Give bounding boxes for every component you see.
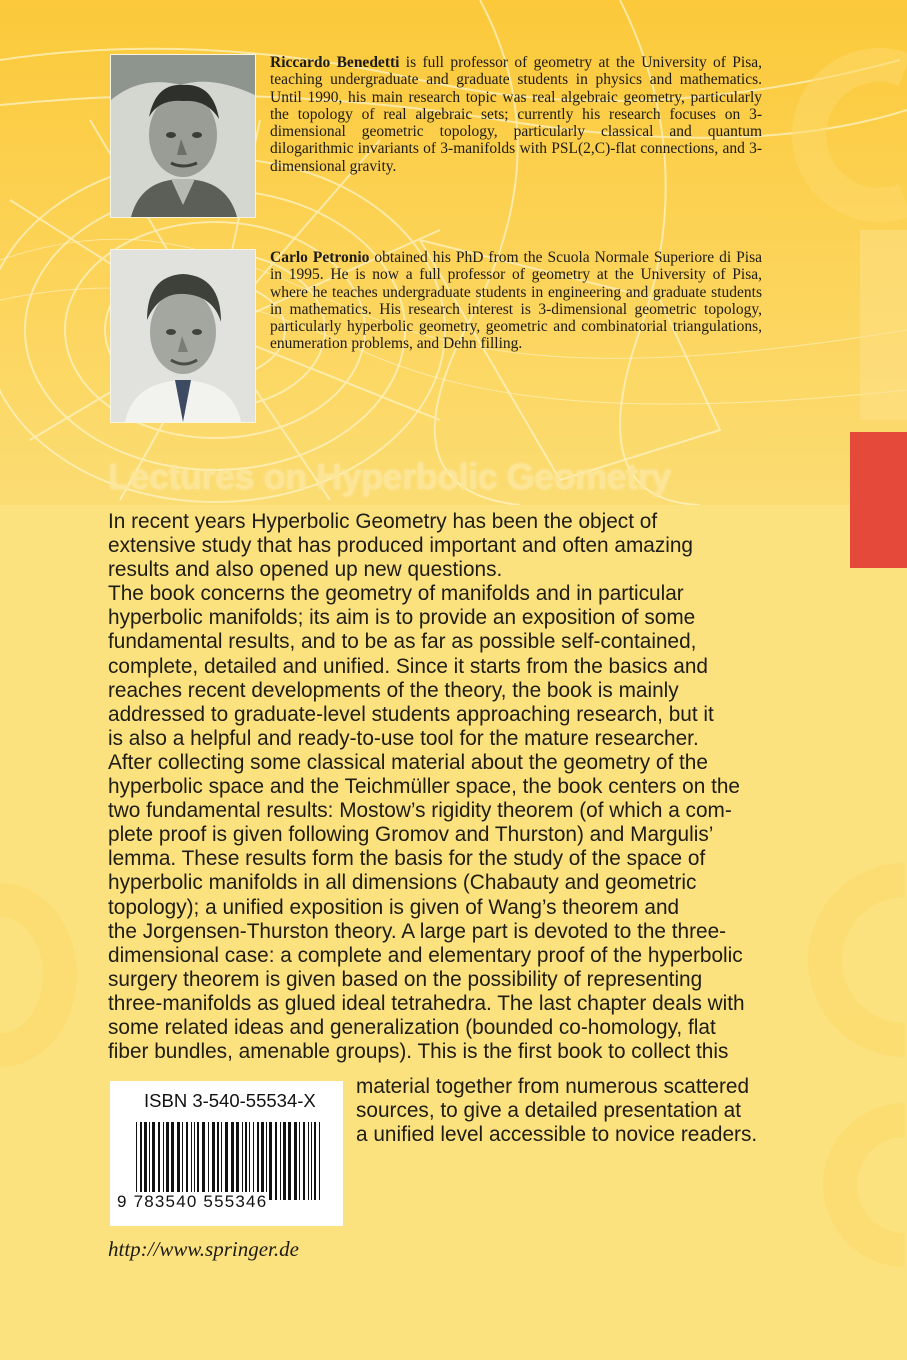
petronio-name: Carlo Petronio xyxy=(270,249,370,266)
petronio-bio xyxy=(270,249,762,353)
description-line: hyperbolic space and the Teichmüller space, the book centers on the xyxy=(108,775,740,799)
barcode-bar xyxy=(266,1122,267,1200)
benedetti-bio xyxy=(270,54,762,175)
barcode-bar xyxy=(280,1122,281,1200)
barcode-digits-row xyxy=(116,1192,336,1212)
book-title: Lectures on Hyperbolic Geometry xyxy=(108,456,671,497)
barcode-bar xyxy=(177,1122,180,1200)
barcode-bar xyxy=(197,1122,199,1200)
description-line: The book concerns the geometry of manifolds and in particular xyxy=(108,582,684,606)
benedetti-photo xyxy=(110,54,256,218)
description-line: two fundamental results: Mostow’s rigidity theorem (of which a com- xyxy=(108,799,732,823)
barcode-bar xyxy=(253,1122,254,1200)
barcode-bar xyxy=(319,1122,320,1200)
barcode-bar xyxy=(158,1122,160,1200)
petronio-photo xyxy=(110,249,256,423)
barcode-bar xyxy=(294,1122,297,1200)
barcode-bar xyxy=(249,1122,250,1200)
barcode-bar xyxy=(166,1122,169,1200)
description-line: is also a helpful and ready-to-use tool for the mature researcher. xyxy=(108,726,699,750)
barcode-digits: 9 783540 555346 xyxy=(117,1192,268,1211)
barcode-bar xyxy=(171,1122,174,1200)
barcode-bar xyxy=(303,1122,305,1200)
description-line: a unified level accessible to novice readers. xyxy=(356,1123,758,1147)
barcode-bar xyxy=(136,1122,137,1200)
barcode-bar xyxy=(140,1122,142,1200)
barcode-bar xyxy=(311,1122,312,1200)
book-description xyxy=(108,510,756,1064)
author-portrait-benedetti-icon xyxy=(111,55,255,217)
barcode-bar xyxy=(144,1122,147,1200)
barcode-bar xyxy=(149,1122,150,1200)
barcode-bar xyxy=(217,1122,219,1200)
description-line: extensive study that has produced important and often amazing xyxy=(108,534,693,558)
barcode-bar xyxy=(314,1122,316,1200)
description-line: reaches recent developments of the theory, the book is mainly xyxy=(108,678,679,702)
isbn-barcode xyxy=(110,1081,343,1226)
description-line: plete proof is given following Gromov and Thurston) and Margulis’ xyxy=(108,823,714,847)
description-line: addressed to graduate-level students approaching research, but it xyxy=(108,702,714,726)
barcode-bar xyxy=(225,1122,228,1200)
barcode-bar xyxy=(221,1122,222,1200)
description-line: hyperbolic manifolds in all dimensions (Chabauty and geometric xyxy=(108,871,697,895)
barcode-bar xyxy=(152,1122,155,1200)
description-line: fundamental results, and to be as far as possible self-contained, xyxy=(108,630,697,654)
barcode-bar xyxy=(288,1122,291,1200)
isbn-label: ISBN 3-540-55534-X xyxy=(144,1090,316,1111)
book-description-tail xyxy=(356,1075,766,1147)
barcode-bar xyxy=(275,1122,277,1200)
description-line: the Jorgensen-Thurston theory. A large part is devoted to the three- xyxy=(108,919,727,943)
description-line: dimensional case: a complete and elementary proof of the hyperbolic xyxy=(108,943,743,967)
barcode-bar xyxy=(308,1122,309,1200)
benedetti-name: Riccardo Benedetti xyxy=(270,54,400,71)
description-line: In recent years Hyperbolic Geometry has been the object of xyxy=(108,510,658,533)
description-line: material together from numerous scattered xyxy=(356,1075,750,1098)
barcode-bar xyxy=(236,1122,239,1200)
petronio-bio-text: obtained his PhD from the Scuola Normale Superiore di Pisa in 1995. He is now a full professor of geometry at the University of Pisa, where he teaches undergraduate students in engineering and graduate students in mathematics. His research interest is 3-dimensional geometric topology, particularly hyperbolic geometry, geometric and combinatorial triangulations, enumeration problems, and Dehn filling. xyxy=(270,249,762,353)
barcode-bar xyxy=(186,1122,188,1200)
description-line: fiber bundles, amenable groups). This is the first book to collect this xyxy=(108,1040,729,1064)
description-line: hyperbolic manifolds; its aim is to provide an exposition of some xyxy=(108,606,696,630)
barcode-bar xyxy=(245,1122,247,1200)
description-line: three-manifolds as glued ideal tetrahedra. The last chapter deals with xyxy=(108,991,745,1015)
description-line: sources, to give a detailed presentation at xyxy=(356,1099,741,1123)
description-line: lemma. These results form the basis for the study of the space of xyxy=(108,847,706,871)
barcode-bar xyxy=(202,1122,205,1200)
barcode-bar xyxy=(269,1122,272,1200)
barcode-bar xyxy=(299,1122,300,1200)
barcode-bar xyxy=(231,1122,234,1200)
barcode-bars xyxy=(136,1122,320,1200)
barcode-bar xyxy=(257,1122,259,1200)
description-line: results and also opened up new questions. xyxy=(108,558,503,582)
author-portrait-petronio-icon xyxy=(111,250,255,422)
barcode-bar xyxy=(191,1122,192,1200)
barcode-bar xyxy=(283,1122,286,1200)
description-line: topology); a unified exposition is given of Wang’s theorem and xyxy=(108,895,680,919)
barcode-bar xyxy=(194,1122,195,1200)
barcode-bar xyxy=(261,1122,264,1200)
barcode-bar xyxy=(163,1122,164,1200)
description-line: surgery theorem is given based on the possibility of representing xyxy=(108,967,703,991)
red-accent-block xyxy=(850,432,907,568)
barcode-bar xyxy=(208,1122,209,1200)
description-line: After collecting some classical material about the geometry of the xyxy=(108,750,708,774)
benedetti-bio-text: is full professor of geometry at the University of Pisa, teaching undergraduate and graduate students in physics and mathematics. Until 1990, his main research topic was real algebraic geometry, particularly the topology of real algebraic sets; currently his research focuses on 3-dimensional geometric topology, particularly classical and quantum dilogarithmic invariants of 3-manifolds with PSL(2,C)-flat connections, and 3-dimensional gravity. xyxy=(270,54,763,175)
description-line: some related ideas and generalization (bounded co-homology, flat xyxy=(108,1015,716,1039)
barcode-bar xyxy=(242,1122,243,1200)
barcode-bar xyxy=(212,1122,215,1200)
description-line: complete, detailed and unified. Since it starts from the basics and xyxy=(108,654,708,678)
publisher-url[interactable]: http://www.springer.de xyxy=(108,1237,299,1261)
barcode-bar xyxy=(182,1122,183,1200)
